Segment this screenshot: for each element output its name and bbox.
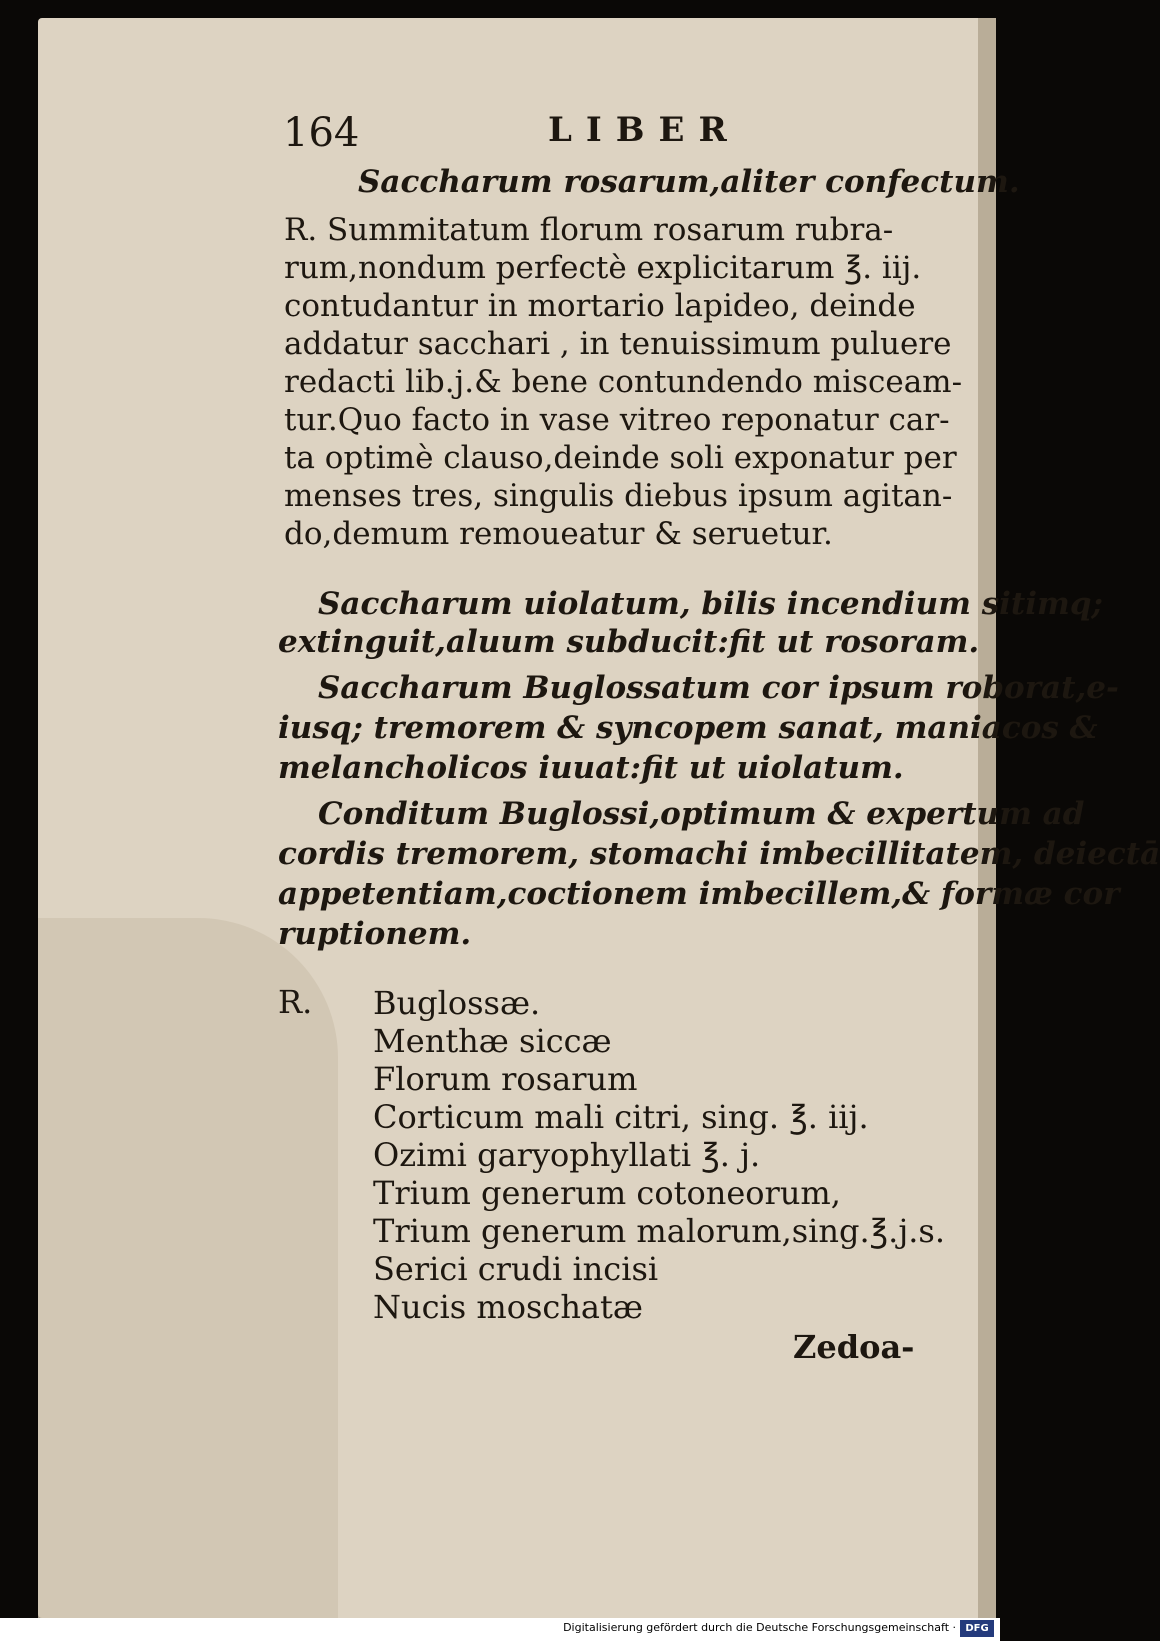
italic-line: extinguit,aluum subducit:fit ut rosoram.: [278, 624, 980, 660]
italic-line: Saccharum uiolatum, bilis incendium sitimq;: [318, 586, 1103, 622]
italic-line: ruptionem.: [278, 916, 472, 952]
dfg-logo: DFG: [960, 1620, 994, 1637]
italic-line: Saccharum Buglossatum cor ipsum roborat,e-: [318, 670, 1119, 706]
ingredient-line: Florum rosarum: [373, 1060, 638, 1098]
recipe1-line: contudantur in mortario lapideo, deinde: [284, 288, 916, 324]
italic-line: cordis tremorem, stomachi imbecillitatem, deiectā: [278, 836, 1160, 872]
page-text: [38, 18, 1160, 1618]
running-title: LIBER: [548, 110, 741, 150]
recipe1-line: R. Summitatum florum rosarum rubra-: [284, 212, 894, 248]
recipe-sign: R.: [278, 983, 313, 1021]
ingredient-line: Corticum mali citri, sing. ℥. iij.: [373, 1098, 869, 1136]
recipe1-line: tur.Quo facto in vase vitreo reponatur car-: [284, 402, 950, 438]
catchword: Zedoa-: [793, 1328, 915, 1366]
recipe1-line: redacti lib.j.& bene contundendo misceam-: [284, 364, 963, 400]
ingredient-line: Serici crudi incisi: [373, 1250, 659, 1288]
ingredient-line: Nucis moschatæ: [373, 1288, 643, 1326]
recipe1-line: ta optimè clauso,deinde soli exponatur per: [284, 440, 957, 476]
footer-text: Digitalisierung gefördert durch die Deutsche Forschungsgemeinschaft ·: [563, 1621, 956, 1634]
ingredient-line: Trium generum cotoneorum,: [373, 1174, 841, 1212]
ingredient-line: Menthæ siccæ: [373, 1022, 612, 1060]
italic-line: appetentiam,coctionem imbecillem,& formæ cor: [278, 876, 1120, 912]
ingredient-line: Trium generum malorum,sing.℥.j.s.: [373, 1212, 945, 1250]
page-number: 164: [283, 110, 360, 156]
italic-line: Conditum Buglossi,optimum & expertum ad: [318, 796, 1085, 832]
ingredient-line: Buglossæ.: [373, 984, 541, 1022]
italic-line: iusq; tremorem & syncopem sanat, maniacos &: [278, 710, 1098, 746]
recipe1-line: menses tres, singulis diebus ipsum agitan-: [284, 478, 953, 514]
recipe1-line: do,demum remoueatur & seruetur.: [284, 516, 833, 552]
book-page: [38, 18, 1160, 1618]
recipe1-line: addatur sacchari , in tenuissimum puluere: [284, 326, 952, 362]
digitization-footer: [0, 1618, 1000, 1641]
ingredient-line: Ozimi garyophyllati ℥. j.: [373, 1136, 761, 1174]
italic-line: melancholicos iuuat:fit ut uiolatum.: [278, 750, 904, 786]
heading-saccharum-rosarum: Saccharum rosarum,aliter confectum.: [358, 164, 1020, 200]
recipe1-line: rum,nondum perfectè explicitarum ℥. iij.: [284, 250, 922, 286]
